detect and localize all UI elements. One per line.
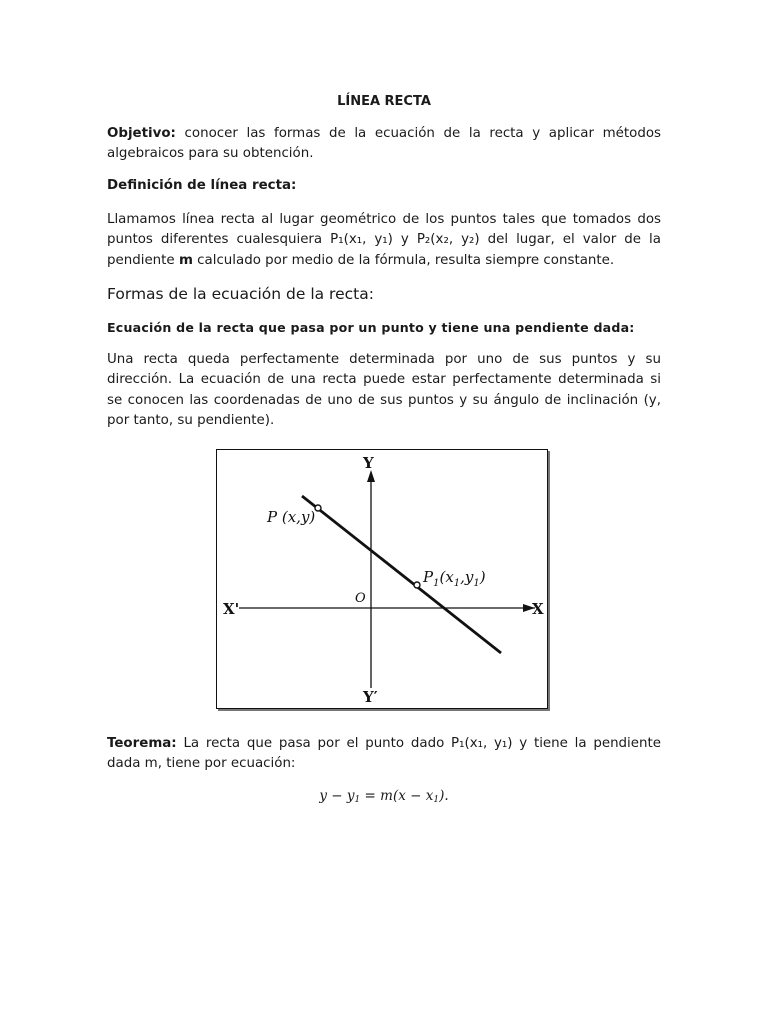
definicion-heading: Definición de línea recta: [107, 178, 297, 193]
label-y-prime: Y′ [363, 688, 378, 706]
point-p [315, 505, 321, 511]
definicion-line-1: Llamamos línea recta al lugar geométrico de los puntos tales que tomados dos [107, 212, 661, 227]
line-diagram-figure [216, 449, 548, 709]
punto-pendiente-line-4: por tanto, su pendiente). [107, 412, 275, 428]
objetivo-paragraph [107, 124, 661, 165]
objetivo-line-2: algebraicos para su obtención. [107, 146, 314, 162]
punto-pendiente-paragraph [107, 350, 661, 431]
label-point-p1: $P_1(x_1,y_1)$ [423, 568, 486, 589]
pendiente-symbol: m [178, 252, 193, 268]
page-title: LÍNEA RECTA [337, 94, 431, 109]
objetivo-line-1: conocer las formas de la ecuación de la recta y aplicar métodos [184, 126, 661, 141]
teorema-line-1: La recta que pasa por el punto dado P₁(x₁, y₁) y tiene la pendiente [183, 736, 661, 751]
punto-pendiente-line-1: Una recta queda perfectamente determinada por uno de sus puntos y su [107, 352, 661, 367]
definicion-paragraph [107, 210, 661, 271]
objetivo-label: Objetivo: [107, 126, 176, 141]
label-x: X [532, 600, 544, 618]
teorema-line-2: dada m, tiene por ecuación: [107, 756, 296, 772]
label-origin: O [355, 591, 366, 606]
label-y: Y [363, 454, 374, 472]
formas-heading: Formas de la ecuación de la recta: [107, 285, 374, 303]
punto-pendiente-heading: Ecuación de la recta que pasa por un punto y tiene una pendiente dada: [107, 320, 635, 335]
punto-pendiente-line-3: se conocen las coordenadas de uno de sus puntos y su ángulo de inclinación (y, [107, 392, 661, 408]
teorema-paragraph [107, 734, 661, 775]
point-p1 [414, 582, 420, 588]
definicion-line-2: puntos diferentes cualesquiera P₁(x₁, y₁) y P₂(x₂, y₂) del lugar, el valor de la [107, 232, 661, 248]
label-x-prime: X' [223, 600, 240, 618]
line-diagram [217, 450, 547, 708]
point-slope-equation: $y - y_1 = m(x - x_1)$. [319, 788, 449, 805]
punto-pendiente-line-2: dirección. La ecuación de una recta puede estar perfectamente determinada si [107, 372, 661, 388]
label-point-p: P (x,y) [267, 508, 316, 526]
teorema-label: Teorema: [107, 736, 177, 751]
definicion-line-3: pendiente m calculado por medio de la fórmula, resulta siempre constante. [107, 252, 615, 268]
